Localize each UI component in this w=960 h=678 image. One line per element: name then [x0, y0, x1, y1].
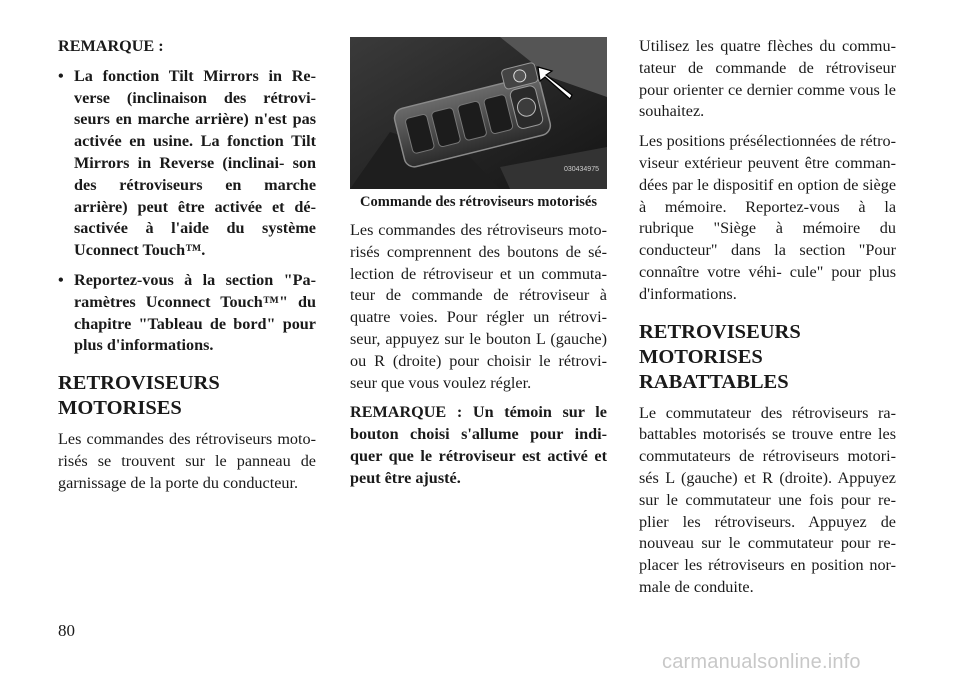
column-3 [639, 36, 896, 607]
body-paragraph: Les commandes des rétroviseurs moto- risés se trouvent sur le panneau de garnissage de la porte du conducteur. [58, 430, 316, 492]
body-paragraph: Les positions présélectionnées de rétro- viseur extérieur peuvent être comman- dées par le dispositif en option de siège à mémoire. Reportez-vous à la rubrique "Siège à mémoire du conducteur" dans la section "Pour connaître votre véhi- cule" pour plus d'informations. [639, 132, 896, 303]
bullet-item [58, 270, 316, 357]
image-caption: Commande des rétroviseurs motorisés [360, 194, 597, 210]
column-1 [58, 36, 316, 503]
image-reference-code: 030434975 [563, 166, 599, 174]
section-heading: RETROVISEURS MOTORISES RABATTABLES [639, 320, 801, 393]
mirror-control-photo [350, 37, 607, 189]
column-2 [350, 36, 607, 498]
body-paragraph: Utilisez les quatre flèches du commu- tateur de commande de rétroviseur pour orienter ce dernier comme vous le souhaitez. [639, 37, 896, 121]
watermark: carmanualsonline.info [662, 651, 861, 673]
section-heading: RETROVISEURS MOTORISES [58, 372, 220, 420]
note-paragraph: REMARQUE : Un témoin sur le bouton choisi s'allume pour indi- quer que le rétroviseur est activé et peut être ajusté. [350, 403, 607, 487]
page-number: 80 [58, 621, 75, 640]
bullet-item [58, 66, 316, 262]
bullet-dot-icon: • [58, 270, 64, 289]
body-paragraph: Le commutateur des rétroviseurs ra- battables motorisés se trouve entre les commutateurs de rétroviseurs motori- sés L (gauche) et R (droite). Appuyez sur le commutateur une fois pour re- plier les rétroviseurs. Appuyez de nouveau sur le commutateur pour re- placer les rétroviseurs en position nor- male de conduite. [639, 403, 896, 596]
note-heading: REMARQUE : [58, 37, 164, 55]
bullet-dot-icon: • [58, 66, 64, 85]
body-paragraph: Les commandes des rétroviseurs moto- risés comprennent des boutons de sé- lection de rétroviseur et un commuta- teur de commande de rétroviseur à quatre voies. Pour régler un rétrovi- seur, appuyez sur le bouton L (gauche) ou R (droite) pour choisir le rétrovi- seur que vous voulez régler. [350, 221, 607, 392]
bullet-text: La fonction Tilt Mirrors in Re- verse (inclinaison des rétrovi- seurs en marche arrière) n'est pas activée en usine. La fonction Tilt Mirrors in Reverse (inclinai- son des rétroviseurs en marche arrière) peut être activée et dé- sactivée à l'aide du système Uconnect Touch™. [74, 66, 316, 260]
bullet-text: Reportez-vous à la section "Pa- ramètres Uconnect Touch™" du chapitre "Tableau de bord" pour plus d'informations. [74, 270, 316, 355]
